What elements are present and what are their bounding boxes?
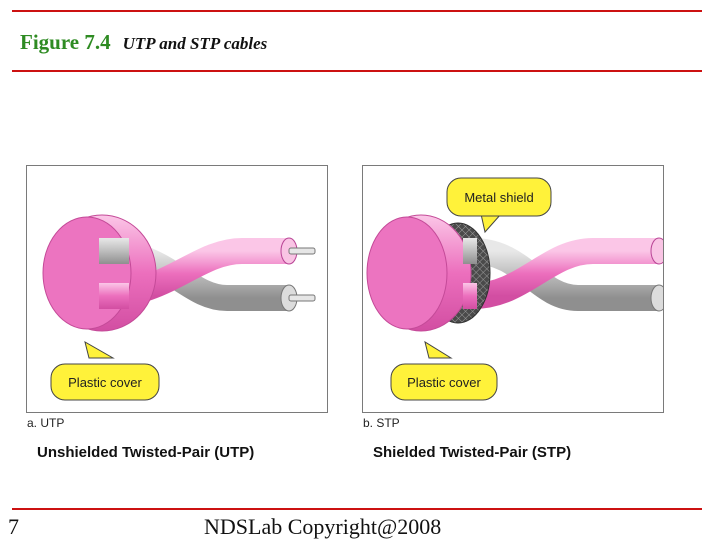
utp-pink-wire-tip [289,248,315,254]
stp-caption: Shielded Twisted-Pair (STP) [373,444,572,461]
title-rule [12,70,702,72]
copyright-footer: NDSLab Copyright@2008 [204,514,442,539]
utp-callout-pointer [85,342,113,358]
utp-sublabel: a. UTP [27,416,65,430]
stp-plastic-cover-label: Plastic cover [407,375,481,390]
page-number: 7 [8,514,19,539]
figure-title [20,30,267,55]
stp-plastic-cover-face [367,217,447,329]
stp-pink-conductor-root [463,283,477,309]
stp-plastic-cover-callout-pointer [425,342,451,358]
utp-plastic-cover-label: Plastic cover [68,375,142,390]
utp-gray-conductor-root [99,238,129,264]
stp-pink-conductor-end [651,238,663,264]
utp-cable-illustration [27,166,327,412]
stp-gray-conductor-end [651,285,663,311]
utp-caption: Unshielded Twisted-Pair (UTP) [37,444,255,461]
utp-diagram-panel [26,165,328,413]
stp-metal-shield-label: Metal shield [464,190,534,205]
stp-metal-shield-callout-pointer [481,214,501,232]
utp-gray-wire-tip [289,295,315,301]
top-rule [12,10,702,12]
stp-sublabel: b. STP [363,416,400,430]
utp-pink-conductor-root [99,283,129,309]
stp-diagram-panel [362,165,664,413]
stp-cable-illustration [363,166,663,412]
figure-number: Figure 7.4 [20,30,111,54]
figure-caption: UTP and STP cables [122,34,268,53]
bottom-rule [12,508,702,510]
utp-plastic-cover-face [43,217,131,329]
stp-gray-conductor-root [463,238,477,264]
